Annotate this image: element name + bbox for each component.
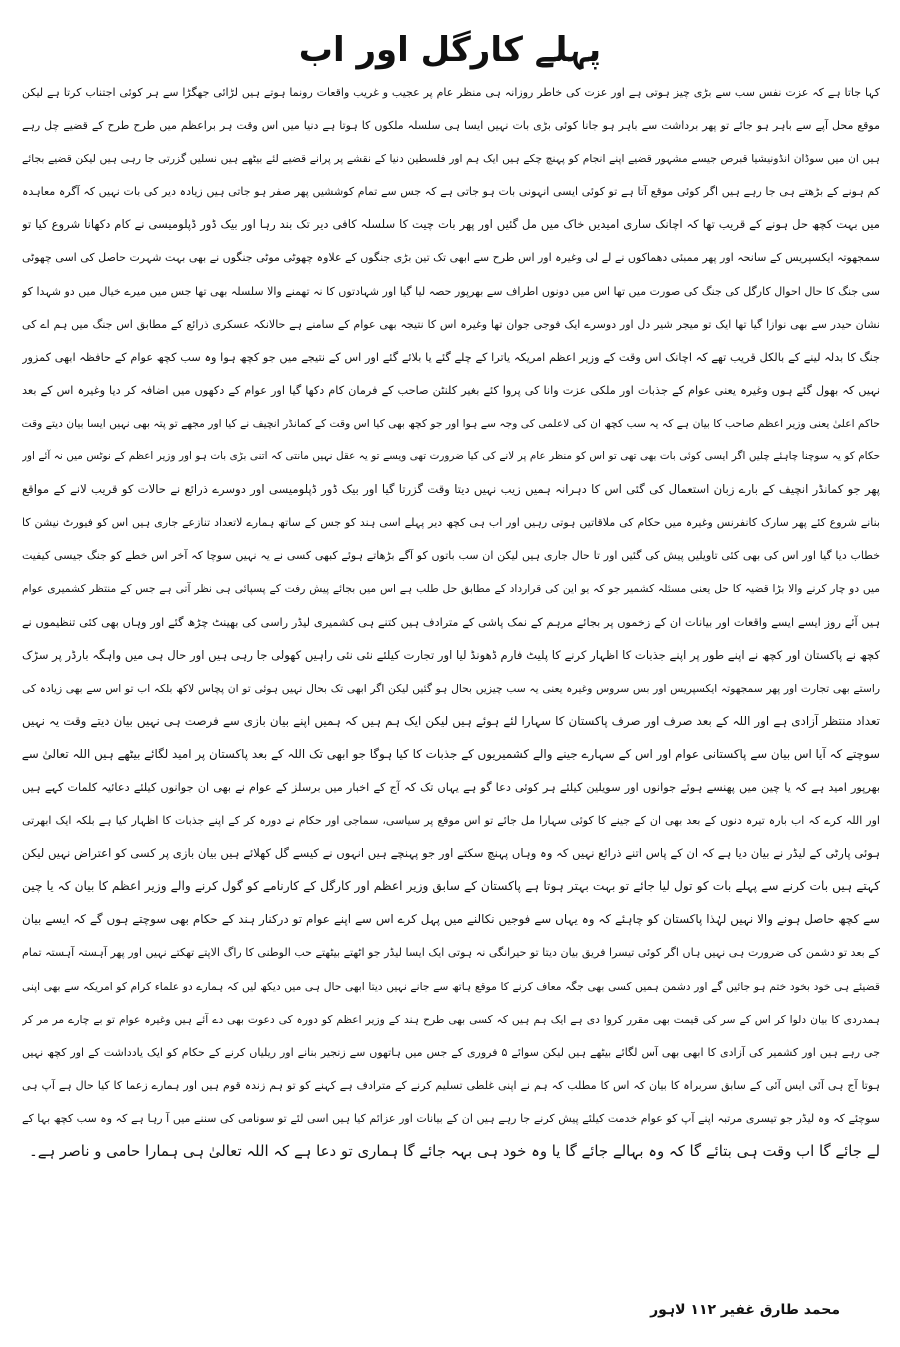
article-line: راستے بھی تجارت اور پھر سمجھوتہ ایکسپریس اور بس سروس وغیرہ یعنی یہ سب چیزیں بحال ہو گئیں لیکن اگر ابھی تک بحال نہیں ہوئی تو ان پچاس لاکھ بلکہ اب تو اس سے بھی زیادہ کی: [22, 681, 880, 695]
article-title: پہلے کارگل اور اب: [298, 30, 602, 70]
article-line: سوچتے کہ آیا اس بیان سے پاکستانی عوام اور اس کے سہارے جینے والے کشمیریوں کے جذبات کا کیا ہوگا جو ابھی تک اللہ کے بعد پاکستان پر امید لگائے بیٹھے ہیں اللہ تعالیٰ سے: [22, 746, 880, 761]
article-line: موقع محل آپے سے باہر ہو جائے تو پھر برداشت سے باہر ہو جانا کوئی بڑی بات نہیں ایسا ہی سلسلہ ملکوں کا ہوتا ہے دنیا میں اس وقت ہر براعظم میں طرح طرح کے قضیے چل رہے: [22, 119, 880, 133]
article-line: کہتے ہیں بات کرنے سے پہلے بات کو تول لیا جائے تو بہت بہتر ہوتا ہے پاکستان کے سابق وزیر اعظم اور کارگل کے کارنامے کو گول کرنے والے وزیر اعظم کا بیان کہ یا چین: [22, 879, 880, 894]
article-line: کے بعد تو دشمن کی ضرورت ہی نہیں ہاں اگر کوئی تیسرا فریق بیان دیتا تو حیرانگی نہ ہوتی ایک ایسا لیڈر جو اٹھتے بیٹھتے حب الوطنی کا راگ الاپتے تھکتے نہیں اور پھر آہستہ آہستہ تمام: [22, 946, 880, 960]
article-line: تعداد منتظر آزادی ہے اور اللہ کے بعد صرف اور صرف پاکستان کا سہارا لئے ہوئے ہیں لیکن ایک ہم ہیں کہ ہمیں اپنے بیان بازی سے فرصت ہی نہیں بیان دیتے وقت یہ نہیں: [22, 713, 880, 728]
article-line: سوچئے کہ وہ لیڈر جو تیسری مرتبہ اپنے آپ کو عوام خدمت کیلئے پیش کرنے جا رہے ہیں ان کے بیانات اور عزائم کیا ہیں اسی لئے تو سونامی کی سننے میں آ رہا ہے کہ وہ سب کچھ بہا کے: [22, 1111, 880, 1125]
article-line: لے جائے گا اب وقت ہی بتائے گا کہ وہ بہالے جائے گا یا وہ خود ہی بہہ جائے گا ہماری تو دعا ہے کہ اللہ تعالیٰ ہی ہمارا حامی و ناصر ہے۔: [29, 1142, 880, 1160]
article-line: ہیں آئے روز ایسے ایسے واقعات اور بیانات ان کے زخموں پر بجائے مرہم کے نمک پاشی کے مترادف ہیں کتنے ہی کشمیری لیڈر راسی کی بھینٹ چڑھ گئے اور وہاں بھی کئی تنظیموں نے: [22, 615, 880, 629]
article-line: ہوتا آج ہی آئی ایس آئی کے سابق سربراہ کا بیان کہ اس کا مطلب کہ ہم نے اپنی غلطی تسلیم کرنے کے مترادف ہے کہنے کو تو ہم زندہ قوم ہیں اور ہمارے زعما کا کیا حال ہے آپ ہی: [22, 1078, 880, 1092]
article-line: جی رہے ہیں اور کشمیر کی آزادی کا ابھی بھی آس لگائے بیٹھے ہیں لیکن سوائے ۵ فروری کے جس میں ہاتھوں سے زنجیر بنانے اور ریلیاں کرنے کے حکام کو ایک یادداشت کے اور کچھ نہیں: [22, 1045, 880, 1059]
article-line: ہوئی پارٹی کے لیڈر نے بیان دیا ہے کہ ان کے پاس اتنے ذرائع نہیں کہ وہ وہاں پہنچ سکتے اور جو پہنچے ہیں انہوں نے کیسے گل کھلائے ہیں بیان بازی پر کسی کو اعتراض نہیں لیکن: [22, 846, 880, 861]
article-line: کم ہونے کے بڑھتے ہی جا رہے ہیں اگر کوئی موقع آتا ہے تو کوئی ایسی انہونی بات ہو جاتی ہے کہ جس سے تمام کوششیں پھر صفر ہو جاتی ہیں زیادہ دیر کی بات نہیں کہ آگرہ معاہدہ: [22, 185, 880, 199]
article-line: کچھ نے پاکستان اور کچھ نے اپنے طور پر اپنے جذبات کا اظہار کرنے کا پلیٹ فارم ڈھونڈ لیا اور تجارت کیلئے نئی نئی راہیں کھولی جا رہی ہیں اور حال ہی میں واہگہ بارڈر پر سڑک: [22, 647, 880, 662]
article-line: اور اللہ کرے کہ اب بارہ تیرہ دنوں کے بعد بھی ان کے جینے کا کوئی سہارا مل جائے تو اس موقع پر سیاسی، سماجی اور حکام نے دورہ کر کے اپنے جذبات کا اظہار کیا ہے بلکہ ایک ابھرتی: [22, 814, 880, 828]
article-line: سے کچھ حاصل ہونے والا نہیں لہٰذا پاکستان کو چاہئے کہ وہ یہاں سے فوجیں نکالنے میں پہل کرے اس سے اپنے عوام تو درکنار ہند کے حکام بھی سوچتے ہوں گے کہ ایسے بیان: [22, 912, 880, 927]
article-line: بھرپور امید ہے کہ یا چین میں پھنسے ہوئے جوانوں اور سویلین کیلئے ہر کوئی دعا گو ہے یہاں تک کہ آج کے اخبار میں برسلز کے عوام نے بھی ان جوانوں کیلئے دعائیہ کلمات کہے ہیں: [22, 780, 880, 794]
article-line: ہیں ان میں سوڈان انڈونیشیا قبرص جیسے مشہور قضیے اپنے انجام کو پہنچ چکے ہیں ایک ہم اور فلسطین دنیا کے نقشے پر پرانے قضیے لئے بیٹھے ہیں نسلیں گزرتی جا رہی ہیں لیکن قضیے بجائے: [22, 152, 880, 166]
article-line: حاکم اعلیٰ یعنی وزیر اعظم صاحب کا بیان ہے کہ یہ سب کچھ ان کی لاعلمی کی وجہ سے ہوا اور جو کچھ بھی کیا اس وقت کے کمانڈر انچیف نے کیا اور مجھے تو پتہ بھی نہیں ایسا بیان دیتے وقت: [22, 416, 880, 430]
article-body: [22, 76, 880, 1168]
article-line: میں دو چار کرنے والا بڑا قضیہ کا حل یعنی مسئلہ کشمیر جو کہ یو این کی قرارداد کے مطابق حل طلب ہے اس میں بجائے پیش رفت کے پسپائی ہی نظر آتی ہے جس کے منتظر کشمیری عوام: [22, 582, 880, 596]
article-line: پھر جو کمانڈر انچیف کے بارے زبان استعمال کی گئی اس کا دہرانہ ہمیں زیب نہیں دیتا وقت گزرتا گیا اور بیک ڈور ڈپلومیسی اور دوسرے ذرائع نے حالات کو قریب لانے کے مواقع: [22, 482, 880, 497]
article-line: سی جنگ کا حال احوال کارگل کی جنگ کی صورت میں تھا اس میں دونوں اطراف سے بھرپور حصہ لیا گیا اور شہادتوں کا نہ تھمنے والا سلسلہ بھی تھا جس میں میرے خیال میں دو شہدا کو: [22, 284, 880, 298]
article-line: بنانے شروع کئے پھر سارک کانفرنس وغیرہ میں حکام کی ملاقاتیں ہوتی رہیں اور اب ہی کچھ دیر پہلے اسی ہند کو جس کے ساتھ ہمارے لاتعداد تنازعے جاری ہیں اس کو فیورٹ نیشن کا: [22, 516, 880, 530]
article-line: حکام کو یہ سوچنا چاہئے چلیں اگر ایسی کوئی بات بھی تھی تو اس کو منظر عام پر لانے کی کیا ضرورت تھی ویسے تو یہ عقل نہیں مانتی کہ اتنی بڑی بات ہو اور وزیر اعظم کے نوٹس میں نہ آئے اور: [22, 450, 880, 463]
author-signature: محمد طارق غفیر ۱۱۲ لاہور: [650, 1302, 840, 1318]
article-line: قضیئے ہی خود بخود ختم ہو جائیں گے اور دشمن ہمیں کسی بھی جگہ معاف کرنے کا موقع ہاتھ سے جانے نہیں دیتا ابھی حال ہی میں دیکھ لیں کہ ہمارے دو علماء کرام کو امریکہ سے بھی اپنی: [22, 979, 880, 993]
article-line: جنگ کا بدلہ لینے کے بالکل قریب تھے کہ اچانک اس وقت کے وزیر اعظم امریکہ یاترا کے چلے گئے یا بلائے گئے اور اس کے نتیجے میں جو کچھ ہوا وہ سب کچھ عوام کے حافظہ ابھی کمزور: [22, 350, 880, 364]
article-line: ہمدردی کا بیان دلوا کر اس کے سر کی قیمت بھی مقرر کروا دی ہے ایک ہم ہیں کہ کسی بھی طرح ہند کے وزیر اعظم کو دورہ کی دعوت بھی دے آئے ہیں وغیرہ عوام تو بے چارے مر مر کر: [22, 1012, 880, 1026]
article-line: سمجھوتہ ایکسپریس کے سانحہ اور پھر ممبئی دھماکوں نے لے لی وغیرہ اور اس طرح سے ابھی تک تین بڑی جنگوں کے علاوہ چھوٹی موٹی جنگوں نے بھی بہت شہرت حاصل کی اسی چھوٹی: [22, 251, 880, 265]
article-line: میں بہت کچھ حل ہونے کے قریب تھا کہ اچانک ساری امیدیں خاک میں مل گئیں اور پھر بات چیت کا سلسلہ کافی دیر تک بند رہا اور بیک ڈور ڈپلومیسی نے کام دکھانا شروع کیا تو: [22, 217, 880, 232]
article-line: نہیں کہ بھول گئے ہوں وغیرہ یعنی عوام کے جذبات اور ملکی عزت وانا کی پروا کئے بغیر کلنٹن صاحب کے فرمان کام دکھا گیا اور عوام کے دکھوں میں اضافہ کر دیا وغیرہ اس کے بعد: [22, 383, 880, 397]
article-line: خطاب دیا گیا اور اس کی بھی کئی تاویلیں پیش کی گئیں اور تا حال جاری ہیں لیکن ان سب باتوں کو آگے بڑھاتے ہوئے کبھی کسی نے یہ نہیں سوچا کہ آخر اس خطے کو جنگ جیسی کیفیت: [22, 549, 880, 563]
article-line: نشان حیدر سے بھی نوازا گیا تھا ایک تو میجر شیر دل اور دوسرے ایک فوجی جوان تھا وغیرہ اس کا نتیجہ بھی عوام کے سامنے ہے حالانکہ عسکری ذرائع کے مطابق اس جنگ میں ہم اے کی: [22, 317, 880, 331]
article-line: کہا جاتا ہے کہ عزت نفس سب سے بڑی چیز ہوتی ہے اور عزت کی خاطر روزانہ ہی منظر عام پر عجیب و غریب واقعات رونما ہوتے ہیں لڑائی جھگڑا سے ہر کوئی اجتناب کرتا ہے لیکن: [22, 86, 880, 99]
